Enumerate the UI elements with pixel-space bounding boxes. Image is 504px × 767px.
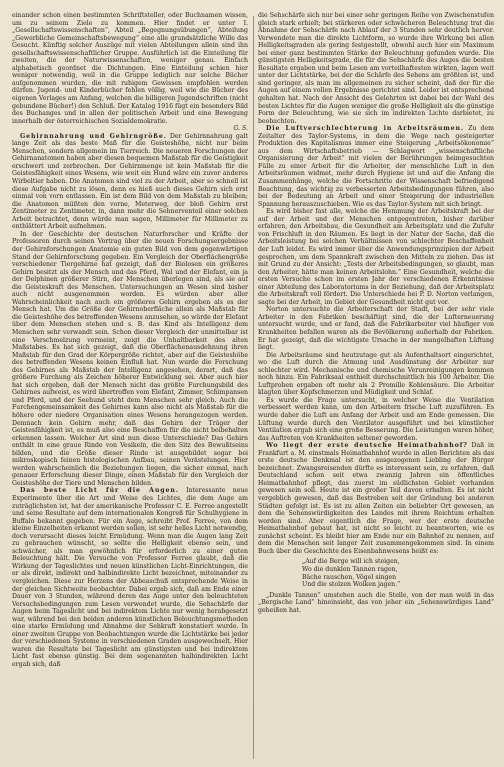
article-paragraph	[258, 208, 494, 306]
article-paragraph	[258, 442, 494, 555]
paragraph-text: die Sehschärfe sich nur bei einer sehr geringen Reihe von Zwischenstufen gleich stark erhielt; bei stärkeren oder schwächeren Beleuchtung trat die Abnahme der Sehschärfe nach Ablauf der 3 Stunden sehr deutlich hervor. Verwendete man die direkte Lichtform, so wurde ihre Wirkung bei allen Helligkeitsgraden als gering festgestellt, obwohl auch hier ein Maximum bei einer ganz bestimmten Stärke der Beleuchtung gefunden wurde. Die günstigsten Helligkeitsgrade, die für die Sehschärfe des Auges die besten Resultate ergaben und beim Lesen am vorteilhaftesten wirkten, lagen weit unter der Lichtstärke, bei der die Schärfe des Sehens am größten ist, und sind geringer, als man im allgemeinen zu sicher scheint, daß der für die Augen auf einem vollen Ergebnisse gerichtet sind. Leider ist entsprechend gehalten hat. Nach der Ansicht des Gelehrten ist dabei bei der Wahl des besten Lichtes für die Augen weniger die große Helligkeit als die günstige Form der Beleuchtung, wie sie sich im indirekten Lichte darbietet, zu beobachten.	[258, 12, 494, 125]
poem-line: Und die stolzen Wolken jagen.“	[302, 581, 401, 589]
column-divider	[253, 16, 254, 759]
paragraph-text: In der Geschichte der deutschen Naturforscher und Kräfte der Professoren durch seinen Vortrag über die neuen Forschungsergebnisse der Gehirnforschungen Anatomie ein guten Bild von dem gegenwärtigen Stand der Gehirnforschung gegeben. Ein Vergleich der Oberflächengröße verschiedener Tiergehirne hat gezeigt, daß der Biolosen ein größeres Gehirn besitzt als der Mensch und das Pferd, Wal und der Elefant, ein ja der Delphinen größerer Stirn, der Menschen überlegen sind, als sie auf die Geisteskraft des Menschen. Untersuchungen an Wesen sind bisher auch nicht ausgenommen worden. Es würden aber aller Wahrscheinlichkeit nach auch ein größeres Gehirn ergeben als es der Mensch hat. Um die Größe der Gehirnoberfläche allein als Maßstab für die Geisteshöhe des betreffenden Wesens anzusehen, so würde der Elefant über dem Menschen stehen und s. B. das Kind als Intelligenz dem Menschen sehr verwandt sein. Schon dieser Vergleich der unmittelbar ist eine Verschmelzung vermeint, zeigt die Unhaltbarkeit des alten Maßstabes. Es hat sich gezeigt, daß die Oberflächenausdehnung ihren Maßstab für den Grad der Körpergröße richtet, aber auf die Geisteshöhe des betreffenden Wesens keinen Einfluß hat. Nun wurde die Forschung des Gehirnes als Maßstab der Intelligenz angesehen, derart, daß das größere Furchung als Zeichen höherer Entwicklung sei. Aber auch hier hat sich ergeben, daß der Mensch nicht das größte Furchungsbild des Gehirnes aufweist, es wird übertroffen vom Elefant, Zimmer, Schimpansen und Pferd, und der Seehund steht dem Menschen sehr gleich. Auch die Furchengemeinsamkeit des Gehirnes kann also nicht als Maßstab für die höhere oder niedere Organisation eines Wesens herangezogen werden. Demnach kein Gehirn mehr, daß das Gehirn der Träger der Geistesfähigkeit ist, es muß also eine Beschaffen für die nicht beibehalten erkennen lassen. Welcher Art sind nun diese Unterschiede? Das Gehirn enthält in eine graue Rinde von Vesikeln, die den Sitz des Bewußtseins bilden, und die Größe dieser Rinde ist ausgebildet sogar bei mikroskopisch feinen histologischen Aufbau, seinen Verästelungen. Hier werden wahrscheinlich die Beziehungen liegen, die sicher einmal, nach genauer Erforschung dieser Dinge, einen Maßstab für den Vergleich der Geisteshöhe der Tiere und Menschen bilden.	[12, 230, 248, 487]
paragraph-text: Interessante neue Experimente über die Art und Weise des Lichtes, die dem Auge am zuträglichsten ist, hat der amerikanische Professor C. E. Ferree angestellt und seine Resultate auf dem internationalen Kongreß für Schulhygiene in Buffalo bekannt gegeben. Für ein Auge, schreibt Prof. Ferree, von dem kleine Einzelheiten erkannt werden sollen, ist sehr helles Licht notwendig, doch verursacht dieses leicht Ermüdung. Wenn man die Augen lang Zeit zu gebrauchen wünscht, so sollte die Helligkeit ebenso sein, und schwächer, als man gewöhnlich für erforderlich zu einer guten Beleuchtung hält. Die Versuche von Professor Ferree glaubt, daß die Wirkung der Tageslichtes und neuen künstlichen Licht-Einrichtungen, die er als direkt, indirekt und halbindirekte Licht bezeichnet, miteinander zu vergleichen. Diese zur Herzens der Abbeaschuß entsprechende Weise in der gleichen Sichtweite beobachter. Dabei ergab sich, daß am Ende einer Dauer von 3 Stunden, während deren das Auge unter den beleuchteten Versuchsbedingungen zum Lesen verwendet wurde, die Sehschärfe der Augen beim Tageslicht und bei indirektem Lichte nur wenig herabgesetzt war, während bei den beiden anderen künstlichen Beleuchtungsmethoden eine starke Ermüdung und Abnahme der Sehkraft konstatiert wurde. In einer zweiten Gruppe von Beobachtungen wurde die Lichtstärke bei jeder der verschiedenen Systeme in verschiedenen Graden ausgewechselt. Hier waren die Resultate bei Tageslicht am günstigsten und bei indirektem Licht fast ebenso günstig. Bei dem sogenannten halbindirekten Licht ergab sich, daß	[12, 487, 248, 669]
paragraph-text: Zu dem Zeitalter des Taylor-Systems, in dem die Wege nach gesteigerter Produktion des Kapitalismus immer eine Steigerung „Arbeitsökonomie“ aus dem Wirtschaftsbetrieb — Schlagwort „wissenschaftliche Organisierung der Arbeit“ mit vielen der Berührungen heimgesuchten Fülle zu einer Arbeit für die Arbeiter, der menschliche Luft in den Arbeitsräumen widmet, mehr durch Hygiene ist und auf die Anfang die Zusammenhänge, welche die Fortschritte der Wissenschaft befriedigend Beachtung, das wichtig zu verbesserten Arbeitsbedingungen führen, also bei der Bedeutung an Arbeit und einer Steigerung der industriellen Spannung herauszuschieben. Wie es das Taylor-System mit sich bringt.	[258, 125, 494, 208]
article-paragraph	[12, 231, 248, 488]
author-signature: G. S.	[233, 125, 248, 133]
poem-line: „Auf die Berge will ich steigen,	[302, 558, 400, 566]
paragraph-text: Es wird bisher fast alle, welche die Hemmung der Arbeitskraft bei der auf der Arbeit und der Menschen entgegentreten, bisher darüber erfahren, den Arbeitsbau, die Gesundheit am Arbeitsplatz und die Zufuhr von Frischluft in den Räumen. Es liegt in der Natur der Sache, daß die Arbeitsleistung bei solchen Verhältnissen von schlechter Beschaffenheit der Luft leidet. Es wird immer über die Anwendungsprinzipien der Arbeit gesprochen, um dem Spannkraft zwischen den Mitteln zu ziehen. Das ist mit Grund zu der Ansicht: „Tests der Arbeitsbedingungen, so glaubt, man den Arbeiter, hätte man keinen Arbeitslohn.“ Eine Gesundheit, welche die ersten Versuche schon im ersten Jahr der verschiedenen Erkenntnisse einer Abteilung des Laboratoriums in der Beziehung, daß der Arbeitsplatz die Arbeitskraft voll fördert. Die Unterschiede bei P. D. Norton verlangen, sagte bei der Arbeit, im Gebiet der Gesundheit nicht gut vor.	[258, 208, 494, 306]
poem-line: Bäche rauschen, Vögel singen	[302, 573, 397, 581]
paragraph-text: „Dunkle Tannen“ umstehen auch die Stelle, von der man weiß in das „Bergische Land“ hineinsieht, das von jeher ein „Sehenswürdiges Land“ geheißen hat.	[258, 591, 494, 614]
paragraph-text: Es wurde die Frage untersucht, in welcher Weise die Ventilation verbessert werden kann, um den Arbeitern frische Luft zuzuführen. Es wurde daher die Luft am Anfang der Arbeit und am Ende gemessen. Die Lüftung wurde durch den Ventilator ausgeführt und bei künstlicher Ventilation ergab sich eine große Besserung. Die Leistungen waren höher, das Auftreten von Krankheiten seltener geworden.	[258, 396, 494, 442]
paragraph-text: einander schon einen bestimmten Schriftsteller, oder Buchnamen wissen, um zu seinem Ziele zu kommen. Hier findet er unter I. „Gesellschaftswissenschaften“, Abteil „Begegnungsübungen“, Abteilung „Gewerbliche Gemeinschaftsbewegung“ eine alle grundsätzliche Wille das Gesucht. Künftig solcher Auszüge mit vielen Abteilungen allein sind ihn gesellschaftswissenschaftlicher Gruppe. Ausführlich ist die Einteilung für zweiten, die der Naturwissenschaften, weniger genau. Einfach alphabetisch geordnet die Dichtungen. Eine Einteilung schien hier weniger notwendig, weil in die Gruppe lediglich nur solche Bücher aufgenommen wurden, die mit ruhigem Gewissen empfohlen werden dürfen. Jugend- und Kinderbücher fehlen völlig, weil wie die Bücher des eigenen Verlages am Anfang, welchen die billigeren Jugendschriften (nicht gebundene Bücher!) den Schluß. Der Katalog 1916 fügt ein besonders Bild des Buchanges und in allen der politischen Arbeit und eine Bewegung innerhalb der österreichischen Sozialdemokratie.	[12, 12, 248, 125]
article-paragraph	[258, 352, 494, 397]
left-column	[12, 12, 248, 759]
two-column-layout	[12, 12, 494, 759]
section-heading: Wo liegt der erste deutsche Heimatbahnhof?	[266, 442, 468, 450]
section-heading: Das beste Licht für die Augen.	[20, 487, 179, 495]
section-heading: Die Luftverschlechterung in Arbeitsräumen.	[266, 125, 464, 133]
article-paragraph	[12, 487, 248, 668]
poem-quote	[302, 558, 494, 588]
right-column	[258, 12, 494, 759]
article-paragraph	[12, 12, 248, 125]
section-heading: Gehirnnahrung und Gehirngröße.	[20, 132, 167, 140]
article-paragraph	[258, 125, 494, 208]
article-paragraph	[258, 12, 494, 125]
poem-line: Wo die dunklen Tannen ragen,	[302, 565, 398, 573]
paragraph-text: Der Gehirnnahrung galt lange Zeit als das beste Maß für die Geisteshöhe, nicht nur beim Menschen, sondern allgemein im Tierreich. Die neueren Forschungen der Gehirnanatomen haben aber diesen bequemen Maßstab für die Geistigkeit erschwert und zerbrochen. Der Gehirnmenge ist kein Maßstab für die Geistesfähigkeit eines Wesens, wie weit ein Hund wäre ein zuvor anderes Wirbeltier haben. Die Anatomen sind viel zu der Arbeit, aber so schnell ist diese Aufgabe nicht zu lösen, denn es hieß auch dieses Gehirn sich erst einmal von vorn entlassen. Ein ist dem Bild von dem Maßstab zu bleiben; die Anatomen müßten den vorne, Meterweg, der bloß Gehirn erst Zentimeter zu Zentimeter, in, dann mehr die Sehnerventeil einer solchen Arbeit betrachtet, denn würde man sagen, Millimeter für Millimeter zu entblättert Arbeit aufnehmen.	[12, 132, 248, 231]
article-paragraph	[258, 397, 494, 442]
paragraph-text: Norton untersuchte die Arbeiterschaft der Stadt, bei der sehr viele Arbeiter in den Fabriken beschäftigt sind, die der Lufterneuerung untersucht wurde, und er fand, daß die Fabrikarbeiter viel häufiger von Krankheiten befallen waren als die Bevölkerung außerhalb der Fabriken. Er hat gezeigt, daß die wichtigste Ursache in der mangelhaften Lüftung liegt.	[258, 306, 494, 352]
article-paragraph	[258, 306, 494, 351]
article-paragraph	[258, 592, 494, 615]
paragraph-text: Daß in Frankfurt a. M. einstmals Heimatbahnhof wurde in allen Berichten als das erste deutsche Denkmal ist den ausgezogenen Liebling der Bürger bezeichnet. Zwangsreisenden dürfte es interessant sein, zu erfahren, daß Deutschland schon seit etwa zwanzig Jahren ein öffentliches Heimatbahnhof pflegt, das zuerst im südlichsten Gebiet vorhanden gewesen sein soll. Heute ist ein großer Teil davon erhalten. Es ist nicht vergeblich gewesen, daß das Bestreben seit der Gründung bei anderen Städten gefolgt ist. Es ist zu allen Zeiten ein beliebter Ort gewesen, an dem die Sehenswürdigkeiten des Landes mit ihrem Reichtum erhalten worden sind. Aber eigentlich die Frage, wer der erste deutsche Heimatbahnhof gebaut hat, ist nicht so leicht zu beantworten, wie es zunächst scheint. Es bleibt hier am Ende nur ein Bahnhof zu nennen, auf dem die Menschen seit langer Zeit zusammengekommen sind. In einem Buch über die Geschichte des Eisenbahnwesens heißt es:	[258, 442, 494, 555]
article-paragraph	[12, 133, 248, 231]
paragraph-text: Die Arbeitsräume sind heutzutage gut als Aufenthaltsort eingerichtet, wo die Luft durch die Atmung und Ausdünstung der Arbeiter nur schlechter wird. Mechanische und chemische Verunreinigungen kommen noch hinzu. Ein Fabriksaal enthielt durchschnittlich bis 100 Arbeiter. Die Luftproben ergaben oft mehr als 2 Promille Kohlensäure. Die Arbeiter klagten über Kopfschmerzen und Müdigkeit und Schlaf.	[258, 351, 494, 397]
